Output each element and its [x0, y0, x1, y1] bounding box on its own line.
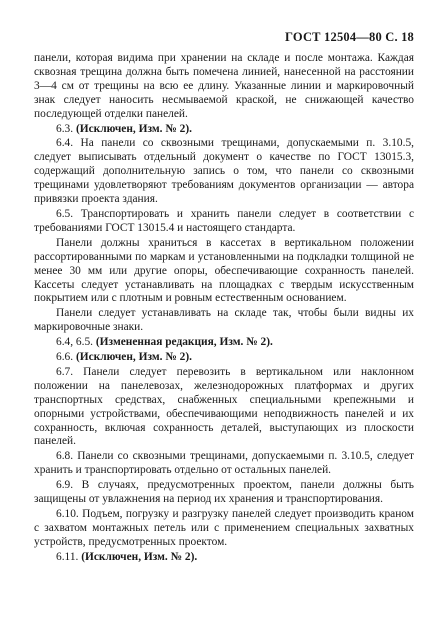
page-header: ГОСТ 12504—80 С. 18 [285, 30, 414, 44]
clause-6-3 [34, 123, 414, 137]
paragraph-continuation: панели, которая видима при хранении на складе и после монтажа. Каждая сквозная трещина должна быть помечена линией, нанесенной на расстоянии 3—4 см от трещины на всю ее длину. Указанные линии и маркировочный знак следует наносить несмываемой краской, не снижающей качество последующей отделки панелей. [34, 52, 414, 120]
clause-number: 6.3. [56, 122, 74, 135]
clause-number: 6.4, 6.5. [56, 336, 94, 349]
clause-6-8: 6.8. Панели со сквозными трещинами, допускаемыми п. 3.10.5, следует хранить и транспортировать отдельно от остальных панелей. [34, 450, 414, 477]
document-body [34, 52, 414, 565]
clause-note: (Исключен, Изм. № 2). [75, 351, 192, 364]
clause-6-4-6-5-note [34, 336, 414, 350]
clause-6-5: 6.5. Транспортировать и хранить панели следует в соответствии с требованиями ГОСТ 13015.4 и настоящего стандарта. [34, 207, 414, 234]
clause-number: 6.11. [56, 550, 79, 563]
clause-6-6 [34, 351, 414, 365]
clause-note: (Исключен, Изм. № 2). [75, 122, 192, 135]
clause-note: (Измененная редакция, Изм. № 2). [95, 336, 273, 349]
clause-6-7: 6.7. Панели следует перевозить в вертикальном или наклонном положении на панелевозах, железнодорожных платформах и других транспортных средствах, снабженных специальными крепежными и опорными устройствами, обеспечивающими неподвижность панелей и их сохранность, включая сохранность деталей, выступающих из плоскости панелей. [34, 365, 414, 448]
paragraph-markings: Панели следует устанавливать на складе так, чтобы были видны их маркировочные знаки. [34, 307, 414, 334]
clause-6-10: 6.10. Подъем, погрузку и разгрузку панелей следует производить краном с захватом монтажных петель или с применением специальных захватных устройств, предусмотренных проектом. [34, 508, 414, 548]
clause-6-9: 6.9. В случаях, предусмотренных проектом, панели должны быть защищены от увлажнения на период их хранения и транспортирования. [34, 479, 414, 506]
clause-number: 6.6. [56, 351, 74, 364]
clause-note: (Исключен, Изм. № 2). [81, 550, 198, 563]
clause-6-11 [34, 551, 414, 565]
paragraph-storage: Панели должны храниться в кассетах в вертикальном положении рассортированными по маркам и установленными на подкладки толщиной не менее 30 мм или другие опоры, обеспечивающие сохранность панелей. Кассеты следует устанавливать на площадках с твердым искусственным покрытием или с плотным и ровным естественным основанием. [34, 236, 414, 305]
clause-6-4: 6.4. На панели со сквозными трещинами, допускаемыми п. 3.10.5, следует выписывать отдельный документ о качестве по ГОСТ 13015.3, содержащий дополнительную запись о том, что панели со сквозными трещинами удовлетворяют требованиям документов организации — автора привязки проекта здания. [34, 137, 414, 206]
